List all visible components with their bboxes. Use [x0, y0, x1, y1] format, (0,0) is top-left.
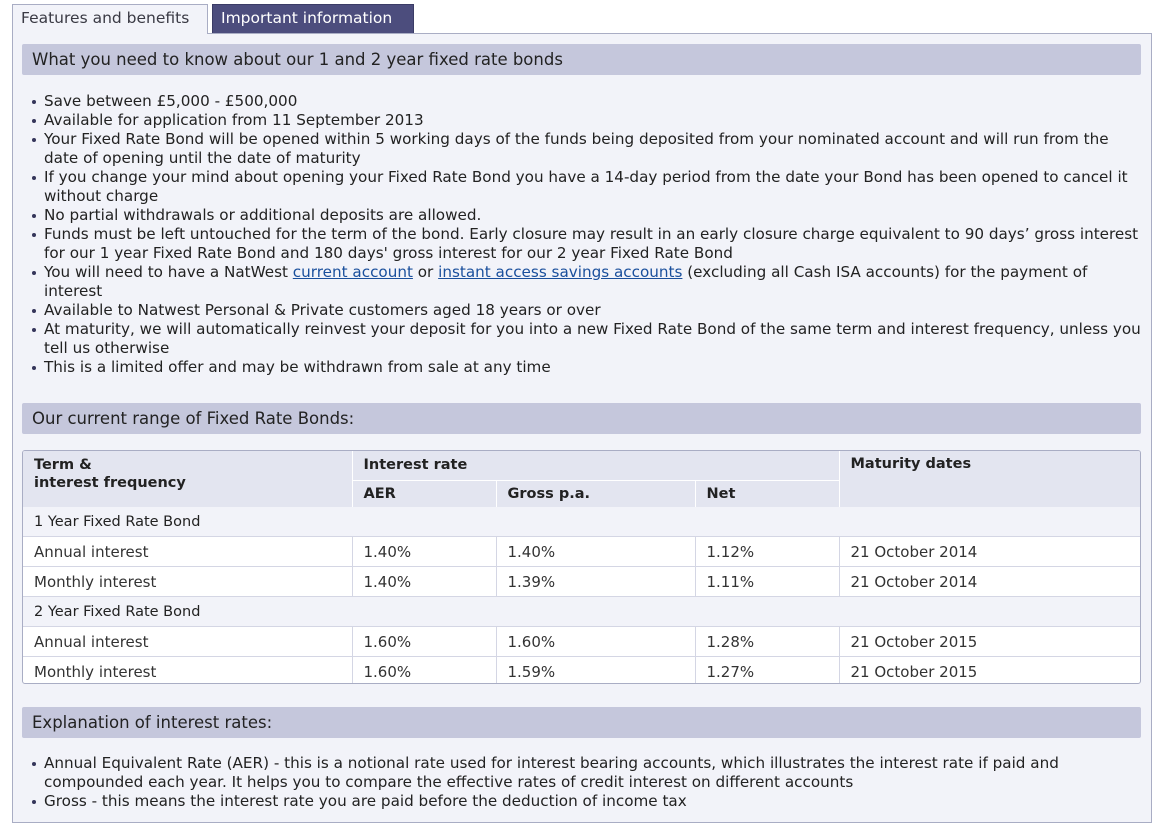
cell-gross: 1.39%	[496, 567, 695, 597]
cell-aer: 1.40%	[352, 537, 496, 567]
cell-maturity: 21 October 2014	[839, 567, 1140, 597]
cell-gross: 1.60%	[496, 627, 695, 657]
column-header-gross: Gross p.a.	[496, 480, 695, 507]
list-item: If you change your mind about opening your Fixed Rate Bond you have a 14-day period from the date your Bond has been opened to cancel it without charge	[22, 168, 1147, 206]
column-header-term	[23, 451, 352, 507]
cell-aer: 1.60%	[352, 657, 496, 685]
rates-table	[23, 451, 1140, 684]
bullet-text-after: (excluding all Cash ISA accounts) for the payment of interest	[44, 263, 1088, 300]
group-label-1-year: 1 Year Fixed Rate Bond	[23, 507, 1140, 537]
cell-gross: 1.40%	[496, 537, 695, 567]
cell-term: Monthly interest	[23, 657, 352, 685]
term-header-line1: Term &	[34, 457, 92, 473]
cell-maturity: 21 October 2015	[839, 657, 1140, 685]
section-header-explanation: Explanation of interest rates:	[22, 707, 1141, 738]
table-row	[23, 627, 1140, 657]
cell-maturity: 21 October 2015	[839, 627, 1140, 657]
list-item: Gross - this means the interest rate you are paid before the deduction of income tax	[22, 792, 1147, 811]
bullet-text-before: You will need to have a NatWest	[44, 263, 293, 281]
cell-aer: 1.40%	[352, 567, 496, 597]
cell-term: Monthly interest	[23, 567, 352, 597]
list-item: This is a limited offer and may be withdrawn from sale at any time	[22, 358, 1147, 377]
table-row	[23, 537, 1140, 567]
list-item: Save between £5,000 - £500,000	[22, 92, 1147, 111]
table-group-row	[23, 597, 1140, 627]
list-item: Available for application from 11 September 2013	[22, 111, 1147, 130]
list-item: No partial withdrawals or additional deposits are allowed.	[22, 206, 1147, 225]
group-label-2-year: 2 Year Fixed Rate Bond	[23, 597, 1140, 627]
section-header-what-you-need-to-know: What you need to know about our 1 and 2 year fixed rate bonds	[22, 44, 1141, 75]
rates-table-container	[22, 450, 1141, 684]
list-item: At maturity, we will automatically reinvest your deposit for you into a new Fixed Rate Bond of the same term and interest frequency, unless you tell us otherwise	[22, 320, 1147, 358]
list-item: Funds must be left untouched for the term of the bond. Early closure may result in an early closure charge equivalent to 90 days’ gross interest for our 1 year Fixed Rate Bond and 180 days' gross interest for our 2 year Fixed Rate Bond	[22, 225, 1147, 263]
explanation-bullet-list	[22, 754, 1147, 811]
cell-net: 1.12%	[695, 537, 839, 567]
table-row	[23, 657, 1140, 685]
list-item: Your Fixed Rate Bond will be opened within 5 working days of the funds being deposited from your nominated account and will run from the date of opening until the date of maturity	[22, 130, 1147, 168]
cell-gross: 1.59%	[496, 657, 695, 685]
cell-term: Annual interest	[23, 537, 352, 567]
cell-net: 1.27%	[695, 657, 839, 685]
current-account-link[interactable]: current account	[292, 263, 413, 281]
know-bullet-list	[22, 92, 1147, 377]
cell-aer: 1.60%	[352, 627, 496, 657]
column-header-aer: AER	[352, 480, 496, 507]
tab-features-and-benefits[interactable]: Features and benefits	[12, 4, 208, 34]
list-item: Annual Equivalent Rate (AER) - this is a notional rate used for interest bearing accounts, which illustrates the interest rate if paid and compounded each year. It helps you to compare the effective rates of credit interest on different accounts	[22, 754, 1147, 792]
cell-net: 1.28%	[695, 627, 839, 657]
list-item: Available to Natwest Personal & Private customers aged 18 years or over	[22, 301, 1147, 320]
instant-access-savings-link[interactable]: instant access savings accounts	[438, 263, 683, 281]
column-header-interest-rate: Interest rate	[352, 451, 839, 480]
cell-term: Annual interest	[23, 627, 352, 657]
list-item	[22, 263, 1147, 301]
column-header-net: Net	[695, 480, 839, 507]
column-header-maturity: Maturity dates	[839, 451, 1140, 507]
term-header-line2: interest frequency	[34, 475, 186, 491]
table-row	[23, 567, 1140, 597]
cell-net: 1.11%	[695, 567, 839, 597]
cell-maturity: 21 October 2014	[839, 537, 1140, 567]
table-group-row	[23, 507, 1140, 537]
tab-important-information[interactable]: Important information	[212, 4, 414, 33]
section-header-current-range: Our current range of Fixed Rate Bonds:	[22, 403, 1141, 434]
tab-panel	[12, 33, 1152, 823]
bullet-text-mid: or	[412, 263, 439, 281]
